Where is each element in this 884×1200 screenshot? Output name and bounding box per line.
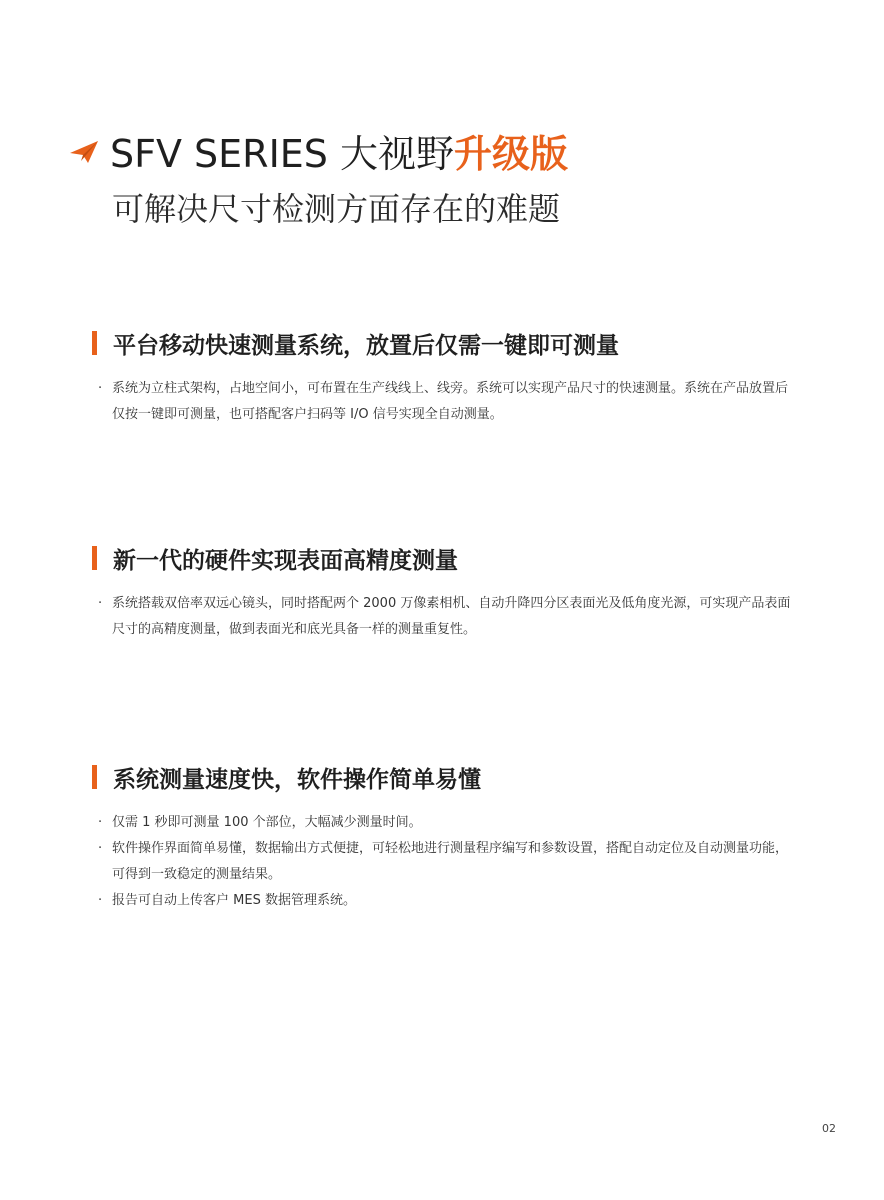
list-item xyxy=(98,376,792,428)
page-title-accent: 升级版 xyxy=(454,131,569,176)
list-item xyxy=(98,888,792,914)
page-title: SFV SERIES 大视野 xyxy=(110,131,455,176)
bullet-text: 仅需 1 秒即可测量 100 个部位，大幅减少测量时间。 xyxy=(112,815,422,830)
bullet-list xyxy=(92,591,792,643)
section-accent-bar xyxy=(92,765,97,789)
section-title: 平台移动快速测量系统，放置后仅需一键即可测量 xyxy=(113,332,619,359)
bullet-dot: · xyxy=(98,596,103,611)
bullet-dot: · xyxy=(98,893,103,908)
bullet-text: 报告可自动上传客户 MES 数据管理系统。 xyxy=(112,893,356,908)
bullet-text: 系统为立柱式架构，占地空间小，可布置在生产线线上、线旁。系统可以实现产品尺寸的快速测量。系统在产品放置后仅按一键即可测量，也可搭配客户扫码等 I/O 信号实现全自动测量。 xyxy=(112,381,789,422)
section-heading xyxy=(92,543,792,573)
section-heading xyxy=(92,328,792,358)
page-number: 02 xyxy=(822,1122,836,1135)
title-row xyxy=(70,122,860,178)
paper-plane-icon xyxy=(70,141,98,163)
bullet-dot: · xyxy=(98,815,103,830)
bullet-dot: · xyxy=(98,381,103,396)
bullet-text: 系统搭载双倍率双远心镜头，同时搭配两个 2000 万像素相机、自动升降四分区表面光及低角度光源，可实现产品表面尺寸的高精度测量，做到表面光和底光具备一样的测量重复性。 xyxy=(112,596,791,637)
page-subtitle: 可解决尺寸检测方面存在的难题 xyxy=(112,190,561,228)
section-accent-bar xyxy=(92,546,97,570)
section-hardware xyxy=(92,543,792,643)
section-title: 系统测量速度快，软件操作简单易懂 xyxy=(113,766,481,793)
bullet-text: 软件操作界面简单易懂，数据输出方式便捷，可轻松地进行测量程序编写和参数设置，搭配自动定位及自动测量功能，可得到一致稳定的测量结果。 xyxy=(112,841,789,882)
bullet-dot: · xyxy=(98,841,103,856)
bullet-list xyxy=(92,376,792,428)
list-item xyxy=(98,810,792,836)
section-title: 新一代的硬件实现表面高精度测量 xyxy=(113,547,458,574)
page-header xyxy=(70,122,860,228)
section-platform xyxy=(92,328,792,428)
section-software xyxy=(92,762,792,914)
list-item xyxy=(98,591,792,643)
section-heading xyxy=(92,762,792,792)
list-item xyxy=(98,836,792,888)
bullet-list xyxy=(92,810,792,914)
section-accent-bar xyxy=(92,331,97,355)
